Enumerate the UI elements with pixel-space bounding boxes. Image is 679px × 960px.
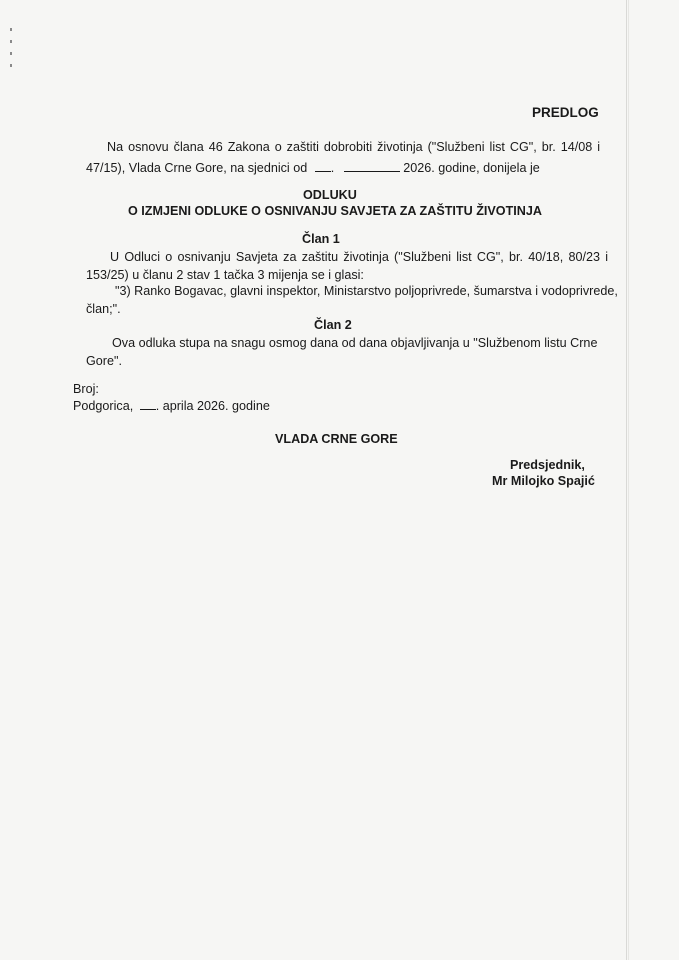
document-label: PREDLOG	[532, 105, 599, 120]
intro-line-2-text: 47/15), Vlada Crne Gore, na sjednici od	[86, 161, 308, 175]
intro-line-2	[86, 160, 540, 176]
broj-label: Broj:	[73, 382, 99, 396]
title-odluku: ODLUKU	[303, 188, 357, 202]
intro-line-1: Na osnovu člana 46 Zakona o zaštiti dobrobiti životinja ("Službeni list CG", br. 14/08 i	[107, 140, 600, 154]
scan-edge-line	[626, 0, 627, 960]
month-blank	[344, 160, 400, 172]
place-date	[73, 398, 270, 414]
article-2-heading: Član 2	[314, 318, 352, 332]
signatory-title: Predsjednik,	[510, 458, 585, 472]
article-1-line-1: U Odluci o osnivanju Savjeta za zaštitu životinja ("Službeni list CG", br. 40/18, 80/23 i	[110, 250, 608, 264]
article-1-heading: Član 1	[302, 232, 340, 246]
scan-edge-line-secondary	[628, 0, 629, 960]
issuer-name: VLADA CRNE GORE	[275, 432, 398, 446]
article-1-line-4: član;".	[86, 302, 121, 316]
date-blank	[140, 398, 156, 410]
intro-line-2-end: 2026. godine, donijela je	[403, 161, 540, 175]
article-1-line-2: 153/25) u članu 2 stav 1 tačka 3 mijenja se i glasi:	[86, 268, 364, 282]
place-name: Podgorica,	[73, 399, 134, 413]
intro-separator: .	[330, 161, 335, 175]
title-izmjena: O IZMJENI ODLUKE O OSNIVANJU SAVJETA ZA ZAŠTITU ŽIVOTINJA	[128, 204, 542, 218]
article-1-line-3: "3) Ranko Bogavac, glavni inspektor, Ministarstvo poljoprivrede, šumarstva i vodoprivrede,	[115, 284, 618, 298]
day-blank	[315, 160, 331, 172]
article-2-line-1: Ova odluka stupa na snagu osmog dana od dana objavljivanja u "Službenom listu Crne	[112, 336, 598, 350]
article-2-line-2: Gore".	[86, 354, 122, 368]
signatory-name: Mr Milojko Spajić	[492, 474, 595, 488]
date-text: . aprila 2026. godine	[155, 399, 270, 413]
punch-hole-marks	[10, 28, 14, 88]
